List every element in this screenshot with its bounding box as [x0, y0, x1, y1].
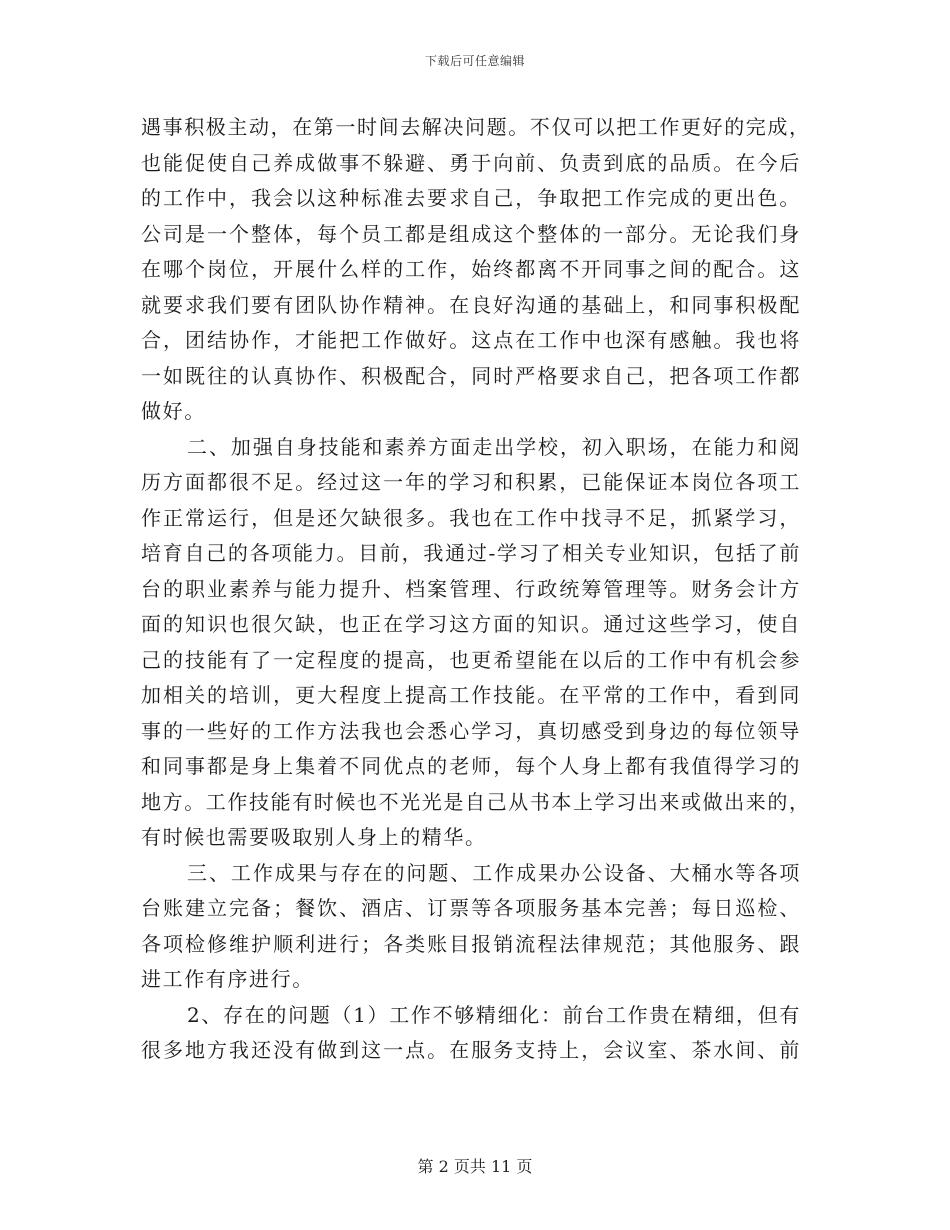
text-line: 合，团结协作，才能把工作做好。这点在工作中也深有感触。我也将	[141, 328, 801, 352]
text-line: 2、存在的问题（1）工作不够精细化：前台工作贵在精细，但有	[187, 1002, 801, 1027]
text-line: 进工作有序进行。	[141, 967, 314, 991]
text-line: 就要求我们要有团队协作精神。在良好沟通的基础上，和同事积极配	[141, 292, 801, 317]
text-line: 历方面都很不足。经过这一年的学习和积累，已能保证本岗位各项工	[141, 470, 801, 494]
text-line: 做好。	[141, 399, 206, 423]
document-body	[141, 110, 811, 1069]
page-header: 下载后可任意编辑	[424, 54, 525, 68]
text-line: 事的一些好的工作方法我也会悉心学习，真切感受到身边的每位领导	[141, 718, 801, 743]
text-line: 一如既往的认真协作、积极配合，同时严格要求自己，把各项工作都	[141, 363, 801, 388]
text-line: 三、工作成果与存在的问题、工作成果办公设备、大桶水等各项	[187, 860, 801, 885]
text-line: 加相关的培训，更大程度上提高工作技能。在平常的工作中，看到同	[141, 683, 801, 707]
text-line: 公司是一个整体，每个员工都是组成这个整体的一部分。无论我们身	[141, 221, 801, 246]
text-line: 在哪个岗位，开展什么样的工作，始终都离不开同事之间的配合。这	[141, 257, 801, 281]
page-footer: 第 2 页共 11 页	[417, 1157, 533, 1176]
text-line: 培育自己的各项能力。目前，我通过-学习了相关专业知识，包括了前	[141, 541, 801, 565]
text-line: 很多地方我还没有做到这一点。在服务支持上，会议室、茶水间、前	[141, 1038, 801, 1062]
text-line: 各项检修维护顺利进行；各类账目报销流程法律规范；其他服务、跟	[141, 931, 801, 956]
text-line: 地方。工作技能有时候也不光光是自己从书本上学习出来或做出来的，	[141, 789, 811, 814]
text-line: 作正常运行，但是还欠缺很多。我也在工作中找寻不足，抓紧学习，	[141, 505, 801, 530]
text-line: 遇事积极主动，在第一时间去解决问题。不仅可以把工作更好的完成，	[141, 115, 811, 139]
text-line: 台账建立完备；餐饮、酒店、订票等各项服务基本完善；每日巡检、	[141, 896, 801, 920]
text-line: 台的职业素养与能力提升、档案管理、行政统筹管理等。财务会计方	[141, 576, 801, 601]
text-line: 面的知识也很欠缺，也正在学习这方面的知识。通过这些学习，使自	[141, 612, 801, 636]
text-line: 二、加强自身技能和素养方面走出学校，初入职场，在能力和阅	[187, 434, 801, 459]
text-line: 有时候也需要吸取别人身上的精华。	[141, 825, 487, 849]
text-line: 也能促使自己养成做事不躲避、勇于向前、负责到底的品质。在今后	[141, 150, 801, 175]
text-line: 的工作中，我会以这种标准去要求自己，争取把工作完成的更出色。	[141, 186, 801, 210]
text-line: 和同事都是身上集着不同优点的老师，每个人身上都有我值得学习的	[141, 754, 801, 778]
text-line: 己的技能有了一定程度的提高，也更希望能在以后的工作中有机会参	[141, 647, 801, 672]
